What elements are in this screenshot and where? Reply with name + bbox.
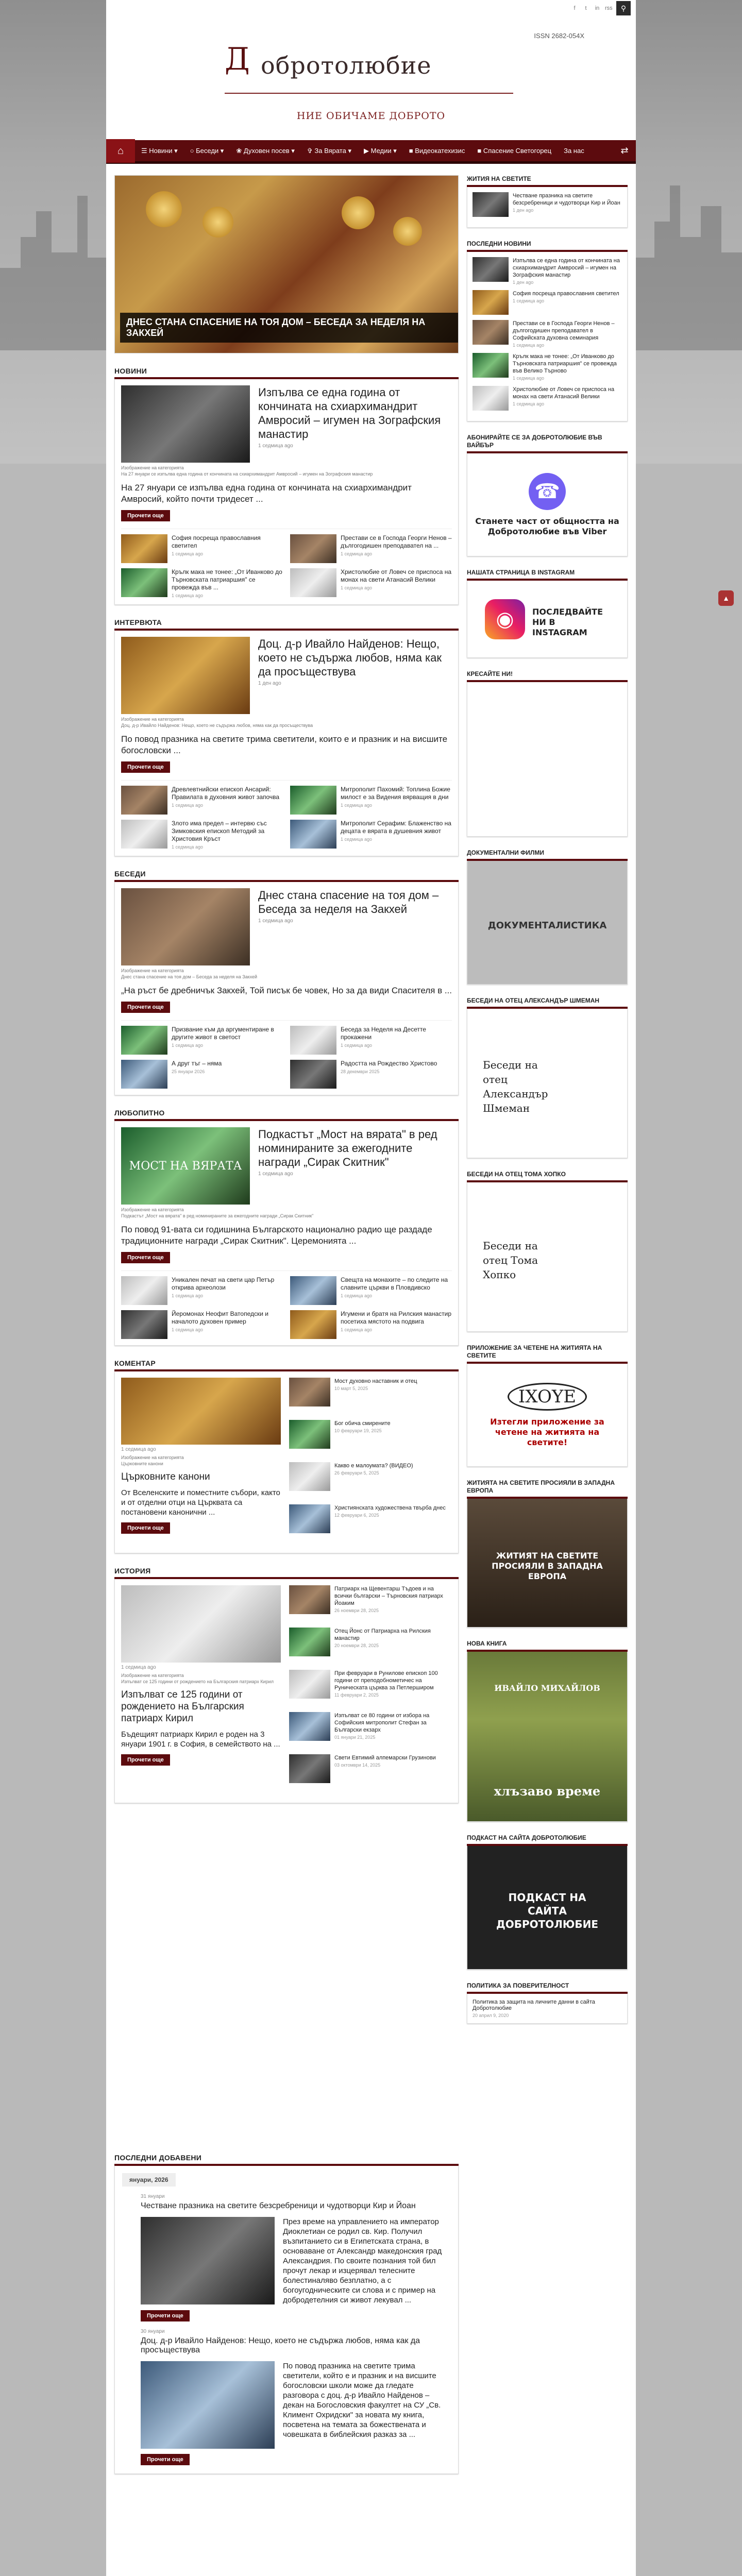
section-title: ИНТЕРВЮТА	[114, 618, 459, 631]
feature-excerpt: На 27 януари се изпълва една година от кончината на схиархимандрит Амвросий, който почти тридесет ...	[121, 483, 412, 504]
top-bar	[106, 0, 636, 16]
list-item[interactable]: Изпълва се една година от кончината на схиархимандрит Амвросий – игумен на Зографския манастир 1 ден ago	[473, 257, 622, 285]
feature-image[interactable]	[121, 1378, 281, 1445]
read-more-button[interactable]: Прочети още	[121, 510, 170, 521]
widget-hopko: БЕСЕДИ НА ОТЕЦ ТОМА ХОПКО Беседи на отец Тома Хопко	[467, 1171, 628, 1332]
latest-section: ПОСЛЕДНИ ДОБАВЕНИ януари, 2026 31 януари Честване празника на светите безсребреници и чудотворци Кир и Йоан През време на управлението на император Диоклетиан се родил св. Кир. Получил възпитанието си в Египетската страна, в основаване от Александр македонския град Александрия. По своите познания той бил прочут лекар и изцерявал телесните болестиналяво безплатно, а с богоугодническите си слова и с пример на добродетелния си живот лекувал ... Прочети още 30 януари Доц. д-р Ивайло Найденов: Нещо, което не съдържа любов, няма как да просъществува По повод празника на светите трима светители, който е и празник и на висшите богословски школи може да гледате разговора с доц. д-р Ивайло Найденов – декан на Богословския факултет на СУ „Св. Климент Охридски" за новата му книга, посветена на темата за божествената и човешката в библейския разказ за ... Прочети още	[114, 2154, 459, 2474]
site-motto: НИЕ ОБИЧАМЕ ДОБРОТО	[296, 110, 446, 122]
list-item[interactable]: Крълк мака не тонее: „От Иванково до Търновската патриаршия" се провежда във Велико Търново 1 седмица ago	[473, 353, 622, 381]
list-item[interactable]: Уникален печат на свети цар Петър открива археолози 1 седмица ago	[121, 1276, 283, 1305]
feature-title[interactable]: Днес стана спасение на тоя дом – Беседа за неделя на Закхей	[258, 889, 439, 916]
feature-title[interactable]: Църковните канони	[121, 1471, 210, 1482]
read-more-button[interactable]: Прочети още	[141, 2310, 190, 2321]
read-more-button[interactable]: Прочети още	[121, 1754, 170, 1766]
feature-title[interactable]: Подкастът „Мост на вярата" в ред номинираните за ежегодните награди „Сирак Скитник"	[258, 1128, 437, 1168]
list-item[interactable]: Злото има предел – интервю със Зимковския епископ Методий за Христовия Кръст 1 седмица ago	[121, 820, 283, 850]
docs-banner[interactable]: ДОКУМЕНТАЛИСТИКА	[467, 861, 628, 985]
widget-shmeman: БЕСЕДИ НА ОТЕЦ АЛЕКСАНДЪР ШМЕМАН Беседи на отец Александър Шмеман	[467, 997, 628, 1158]
list-item[interactable]: Отец Йонс от Патриарха на Рилския манастир 20 ноември 28, 2025	[289, 1628, 452, 1656]
list-item[interactable]: А друг тъг – няма 25 януари 2026	[121, 1060, 283, 1089]
ichthys-icon: IXOYE	[508, 1383, 587, 1411]
widget-app: ПРИЛОЖЕНИЕ ЗА ЧЕТЕНЕ НА ЖИТИЯТА НА СВЕТИТЕ IXOYE Изтегли приложение за четене на житията на светите!	[467, 1344, 628, 1467]
scroll-top-button[interactable]: ▲	[718, 590, 734, 606]
latest-title[interactable]: Доц. д-р Ивайло Найденов: Нещо, което не съдържа любов, няма как да просъществува	[141, 2336, 420, 2354]
nav-item-spiritual[interactable]: ❀ Духовен посев ▾	[236, 146, 295, 155]
nav-item-videocatechism[interactable]: ■ Видеокатехизис	[409, 147, 465, 155]
shuffle-icon[interactable]: ⇄	[620, 145, 629, 156]
read-more-button[interactable]: Прочети още	[121, 1002, 170, 1013]
instagram-icon: ◉	[485, 599, 525, 639]
section-talks	[114, 870, 459, 1095]
feature-excerpt: По повод 91-вата си годишнина Българското национално радио ще раздаде традиционните награди „Сирак Скитник". Церемонията ...	[121, 1225, 432, 1246]
list-item[interactable]: Бог обича смирените 10 февруари 19, 2025	[289, 1420, 452, 1449]
feature-caption: Изображение на категорията Подкастът „Мост на вярата" в ред номинираните за ежегодните награди „Сирак Скитник"	[121, 1207, 314, 1218]
section-history: ИСТОРИЯ 1 седмица ago Изображение на категорията Изпълват се 125 години от рождението на Българския патриарх Кирил Изпълват се 125 години от рождението на Българския патриарх Кирил Бъдещият патриарх Кирил е роден на 3 януари 1901 г. в София, в семейството на ... Прочети още Патриарх на Щевентарш Тъдоев и на всички български – Търновския патриарх Йоаким 26 ноември 28, 2025 Отец Йонс от Патриарха на Рилския манастир 20 ноември 28, 2025 При февруари в Рунилове епископ 100 години от преподобнометичес на Руническата църква за Петлерширом 11 февруари 2, 2025 Изпълват се 80 години от избора на Софийския митрополит Стефан за Български екзарх 01 януари 21, 2025 Свети Евтимий алпемарски Грузинови 03 октомври 14, 2025	[114, 1567, 459, 1803]
hero-slider[interactable]	[114, 175, 459, 353]
feature-image[interactable]: МОСТ НА ВЯРАТА	[121, 1127, 250, 1205]
feature-caption: Изображение на категорията На 27 януари се изпълва една година от кончината на схиархимандрит Амвросий – игумен на Зографския манастир	[121, 465, 373, 477]
list-item[interactable]: Митрополит Серафим: Блаженство на децата е вярата в душевния живот 1 седмица ago	[290, 820, 452, 850]
list-item[interactable]: Христолюбие от Ловеч се приспоса на монах на свети Атанасий Велики 1 седмица ago	[290, 568, 452, 598]
feature-caption: Изображение на категорията Днес стана спасение на тоя дом – Беседа за неделя на Закхей	[121, 968, 258, 979]
list-item[interactable]: Изпълват се 80 години от избора на Софийския митрополит Стефан за Български екзарх 01 януари 21, 2025	[289, 1712, 452, 1741]
list-item[interactable]: Христолюбие от Ловеч се приспоса на монах на свети Атанасий Велики 1 седмица ago	[473, 386, 622, 411]
list-item[interactable]: Свети Евтимий алпемарски Грузинови 03 октомври 14, 2025	[289, 1754, 452, 1783]
feature-date: 1 седмица ago	[258, 443, 293, 449]
nav-item-media[interactable]: ▶ Медии ▾	[364, 146, 397, 155]
feature-date: 1 седмица ago	[258, 1171, 293, 1177]
nav-item-faith[interactable]: ✞ За Вярата ▾	[307, 146, 351, 155]
latest-item: 31 януари Честване празника на светите безсребреници и чудотворци Кир и Йоан През време на управлението на император Диоклетиан се родил св. Кир. Получил възпитанието си в Египетската страна, в основаване от Александр македонския град Александрия. По своите познания той бил прочут лекар и изцерявал телесните болестиналяво безплатно, а с богоугодническите си слова и с пример на добродетелния си живот лекувал ... Прочети още	[141, 2194, 451, 2321]
list-item[interactable]: Честване празника на светите безсребреници и чудотворци Кир и Йоан 1 ден ago	[473, 192, 622, 217]
feature-caption: Изображение на категорията Доц. д-р Ивайло Найденов: Нещо, което не съдържа любов, няма как да просъществува	[121, 717, 313, 728]
widget-docs: ДОКУМЕНТАЛНИ ФИЛМИ ДОКУМЕНТАЛИСТИКА	[467, 849, 628, 985]
list-item[interactable]: Патриарх на Щевентарш Тъдоев и на всички български – Търновския патриарх Йоаким 26 ноември 28, 2025	[289, 1585, 452, 1614]
widget-west: ЖИТИЯТА НА СВЕТИТЕ ПРОСИЯЛИ В ЗАПАДНА ЕВРОПА ЖИТИЯТ НА СВЕТИТЕ ПРОСИЯЛИ В ЗАПАДНА ЕВРОПА	[467, 1479, 628, 1628]
widget-recent-news: ПОСЛЕДНИ НОВИНИ Изпълва се една година от кончината на схиархимандрит Амвросий – игумен на Зографския манастир 1 ден ago София посреща православния светител 1 седмица ago Престави се в Господа Георги Ненов – дългогодишен преподавател в Софийската духовна семинария 1 седмица ago Крълк мака не тонее: „От Иванково до Търновската патриаршия" се провежда във Велико Търново 1 седмица ago Христолюбие от Ловеч се приспоса на монах на свети Атанасий Велики 1 седмица ago	[467, 240, 628, 421]
latest-image[interactable]	[141, 2361, 275, 2449]
feature-title[interactable]: Доц. д-р Ивайло Найденов: Нещо, което не съдържа любов, няма как да просъществува	[258, 637, 442, 678]
list-item[interactable]: Радостта на Рождество Христово 28 декември 2025	[290, 1060, 452, 1089]
widget-viber: АБОНИРАЙТЕ СЕ ЗА ДОБРОТОЛЮБИЕ ВЪВ ВАЙБЪР ☎ Станете част от общността на Добротолюбие във Viber	[467, 434, 628, 556]
section-title: НОВИНИ	[114, 367, 459, 379]
logo-title: обротолюбие	[261, 52, 432, 79]
latest-image[interactable]	[141, 2217, 275, 2304]
empty-embed	[467, 682, 628, 837]
nav-item-news[interactable]: ☰ Новини ▾	[141, 146, 178, 155]
latest-title[interactable]: Честване празника на светите безсребреници и чудотворци Кир и Йоан	[141, 2201, 416, 2210]
list-item[interactable]: Йеромонах Неофит Ватопедски и началото духовен пример 1 седмица ago	[121, 1310, 283, 1339]
list-item[interactable]: Беседа за Неделя на Десетте прокажени 1 седмица ago	[290, 1026, 452, 1055]
feature-excerpt: „На ръст бе дребничък Закхей, Той писък бе човек, Но за да види Спасителя в ...	[121, 986, 452, 995]
rss-icon[interactable]: rss	[605, 5, 613, 11]
widget-podcast: ПОДКАСТ НА САЙТА ДОБРОТОЛЮБИЕ ПОДКАСТ НА САЙТА ДОБРОТОЛЮБИЕ	[467, 1834, 628, 1970]
shmeman-banner[interactable]: Беседи на отец Александър Шмеман	[467, 1009, 628, 1158]
list-item[interactable]: София посреща православния светител 1 седмица ago	[121, 534, 283, 563]
feature-image[interactable]	[121, 888, 250, 965]
main-nav	[106, 140, 636, 164]
hopko-banner[interactable]: Беседи на отец Тома Хопко	[467, 1182, 628, 1332]
list-item[interactable]: Християнската художествена твърба днес 12 февруари 6, 2025	[289, 1504, 452, 1533]
feature-image[interactable]	[121, 1585, 281, 1663]
page-container	[106, 0, 636, 2576]
section-title: ЛЮБОПИТНО	[114, 1109, 459, 1121]
book-cover[interactable]: ИВАЙЛО МИХАЙЛОВ хлъзаво време	[467, 1652, 628, 1822]
widget-lives: ЖИТИЯ НА СВЕТИТЕ Честване празника на светите безсребреници и чудотворци Кир и Йоан 1 ден ago	[467, 175, 628, 228]
logo-initial: Д	[225, 41, 250, 77]
feature-date: 1 ден ago	[258, 681, 281, 686]
read-more-button[interactable]: Прочети още	[141, 2454, 190, 2465]
read-more-button[interactable]: Прочети още	[121, 1252, 170, 1263]
hero-caption[interactable]: ДНЕС СТАНА СПАСЕНИЕ НА ТОЯ ДОМ – БЕСЕДА ЗА НЕДЕЛЯ НА ЗАКХЕЙ	[120, 313, 458, 343]
policy-link[interactable]: Политика за защита на личните данни в сайта Добротолюбие	[473, 1999, 595, 2011]
nav-item-about[interactable]: За нас	[564, 147, 584, 155]
main-column	[114, 175, 459, 1803]
read-more-button[interactable]: Прочети още	[121, 1522, 170, 1534]
issn-label: ISSN 2682-054X	[534, 32, 584, 40]
facebook-icon[interactable]: f	[574, 5, 576, 11]
feature-excerpt: По повод празника на светите трима светители, които е и празник и на висшите богословски ...	[121, 734, 448, 755]
widget-karesaite: КРЕСАЙТЕ НИ!	[467, 670, 628, 837]
list-item[interactable]: Игумени и братя на Рилския манастир посетиха мястото на подвига 1 седмица ago	[290, 1310, 452, 1339]
date-badge: януари, 2026	[122, 2173, 176, 2187]
feature-image[interactable]	[121, 637, 250, 714]
twitter-icon[interactable]: t	[585, 5, 587, 11]
home-icon[interactable]: ⌂	[106, 139, 135, 163]
widget-instagram: НАШАТА СТРАНИЦА В INSTAGRAM ◉ ПОСЛЕДВАЙТЕ НИ В INSTAGRAM	[467, 569, 628, 658]
viber-icon: ☎	[529, 473, 566, 510]
instagram-banner[interactable]: ◉ ПОСЛЕДВАЙТЕ НИ В INSTAGRAM	[467, 581, 628, 658]
app-banner[interactable]: IXOYE Изтегли приложение за четене на житията на светите!	[467, 1364, 628, 1467]
search-icon[interactable]: ⚲	[616, 1, 631, 15]
read-more-button[interactable]: Прочети още	[121, 761, 170, 773]
section-title: БЕСЕДИ	[114, 870, 459, 882]
list-item[interactable]: Престави се в Господа Георги Ненов – дългогодишен преподавател на ... 1 седмица ago	[290, 534, 452, 563]
feature-title[interactable]: Изпълват се 125 години от рождението на Българския патриарх Кирил	[121, 1689, 244, 1724]
podcast-banner[interactable]: ПОДКАСТ НА САЙТА ДОБРОТОЛЮБИЕ	[467, 1846, 628, 1970]
list-item[interactable]: Свещта на монахите – по следите на славните църкви в Пловдивско 1 седмица ago	[290, 1276, 452, 1305]
section-news	[114, 367, 459, 605]
section-interviews	[114, 618, 459, 856]
widget-policy: ПОЛИТИКА ЗА ПОВЕРИТЕЛНОСТ Политика за защита на личните данни в сайта Добротолюбие 20 април 9, 2020	[467, 1982, 628, 2024]
list-item[interactable]: Митрополит Пахомий: Топлина Божие милост е за Видения вярващия в дни 1 седмица ago	[290, 786, 452, 815]
sidebar	[467, 175, 628, 2036]
section-lubopitno	[114, 1109, 459, 1346]
feature-image[interactable]	[121, 385, 250, 463]
list-item[interactable]: Мост духовно наставник и отец 10 март 5, 2025	[289, 1378, 452, 1406]
logo-underline	[225, 93, 513, 94]
viber-banner[interactable]: ☎ Станете част от общността на Добротолюбие във Viber	[467, 453, 628, 556]
nav-item-svetogorets[interactable]: ■ Спасение Светогорец	[477, 147, 552, 155]
feature-title[interactable]: Изпълва се една година от кончината на схиархимандрит Амвросий – игумен на Зографския манастир	[258, 386, 441, 440]
site-logo[interactable]	[225, 41, 513, 88]
list-item[interactable]: София посреща православния светител 1 седмица ago	[473, 290, 622, 315]
list-item[interactable]: Какво е малоумата? (ВИДЕО) 26 февруари 5, 2025	[289, 1462, 452, 1491]
list-item[interactable]: Древлевтнийски епископ Ансарий: Правилата в духовния живот започва 1 седмица ago	[121, 786, 283, 815]
section-comment: КОМЕНТАР 1 седмица ago Изображение на категорията Църковните канони Църковните канони От Вселенските и поместните събори, както и от отделни отци на Църквата са постановени канонични ... Прочети още Мост духовно наставник и отец 10 март 5, 2025 Бог обича смирените 10 февруари 19, 2025 Какво е малоумата? (ВИДЕО) 26 февруари 5, 2025 Християнската художествена твърба днес 12 февруари 6, 2025	[114, 1359, 459, 1553]
feature-date: 1 седмица ago	[258, 918, 293, 924]
west-banner[interactable]: ЖИТИЯТ НА СВЕТИТЕ ПРОСИЯЛИ В ЗАПАДНА ЕВРОПА	[467, 1499, 628, 1628]
linkedin-icon[interactable]: in	[595, 5, 600, 11]
list-item[interactable]: Призвание към да аргументиране в другите живот в светост 1 седмица ago	[121, 1026, 283, 1055]
widget-book: НОВА КНИГА ИВАЙЛО МИХАЙЛОВ хлъзаво време	[467, 1640, 628, 1822]
latest-item: 30 януари Доц. д-р Ивайло Найденов: Нещо, което не съдържа любов, няма как да просъществува По повод празника на светите трима светители, който е и празник и на висшите богословски школи може да гледате разговора с доц. д-р Ивайло Найденов – декан на Богословския факултет на СУ „Св. Климент Охридски" за новата му книга, посветена на темата за божествената и човешката в библейския разказ за ... Прочети още	[141, 2329, 451, 2465]
list-item[interactable]: Крълк мака не тонее: „От Иванково до Търновската патриаршия" се провежда във ... 1 седмица ago	[121, 568, 283, 598]
list-item[interactable]: При февруари в Рунилове епископ 100 години от преподобнометичес на Руническата църква за Петлерширом 11 февруари 2, 2025	[289, 1670, 452, 1699]
list-item[interactable]: Престави се в Господа Георги Ненов – дългогодишен преподавател в Софийската духовна семинария 1 седмица ago	[473, 320, 622, 348]
nav-item-talks[interactable]: ○ Беседи ▾	[190, 146, 224, 155]
